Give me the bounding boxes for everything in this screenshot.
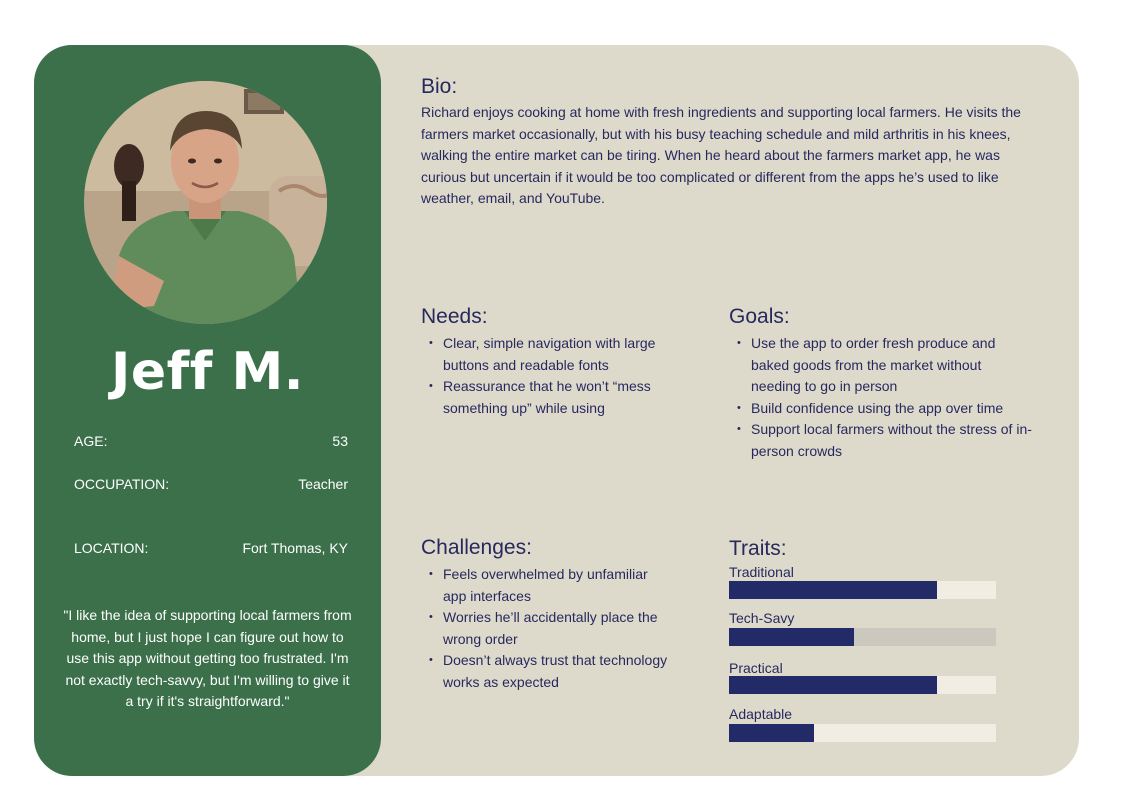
trait-bar-practical [729, 676, 996, 694]
info-row-age [74, 433, 348, 449]
info-row-occupation [74, 476, 348, 492]
persona-quote: "I like the idea of supporting local farmers from home, but I just hope I can figure out how to use this app without getting too frustrated. I'm not exactly tech-savvy, but I'm willing to give it a try if it's straightforward." [63, 607, 352, 709]
list-item: • Clear, simple navigation with large buttons and readable fonts [422, 333, 692, 376]
trait-label-traditional: Traditional [729, 564, 794, 580]
trait-fill [729, 581, 937, 599]
trait-bar-tech-savy [729, 628, 996, 646]
list-item: • Use the app to order fresh produce and baked goods from the market without needing to go in person [730, 333, 1035, 398]
info-row-location [74, 540, 348, 556]
location-label: LOCATION: [74, 540, 149, 556]
trait-fill [729, 676, 937, 694]
bio-title: Bio: [421, 75, 458, 98]
trait-bar-traditional [729, 581, 996, 599]
list-item: • Worries he’ll accidentally place the wrong order [422, 607, 672, 650]
trait-label-practical: Practical [729, 660, 783, 676]
age-label: AGE: [74, 433, 108, 449]
list-item: • Support local farmers without the stress of in-person crowds [730, 419, 1035, 462]
needs-title: Needs: [421, 305, 488, 328]
traits-title: Traits: [729, 537, 787, 560]
age-value: 53 [332, 433, 348, 449]
trait-label-adaptable: Adaptable [729, 706, 793, 722]
challenges-title: Challenges: [421, 536, 532, 559]
persona-name: Jeff M. [111, 342, 304, 402]
trait-fill [729, 724, 814, 742]
trait-bar-adaptable [729, 724, 996, 742]
persona-photo [84, 81, 327, 324]
occupation-label: OCCUPATION: [74, 476, 170, 492]
challenges-list [422, 564, 672, 693]
occupation-value: Teacher [298, 476, 348, 492]
persona-sidebar [34, 45, 381, 776]
goals-list [730, 333, 1035, 462]
goals-title: Goals: [729, 305, 790, 328]
list-item: • Reassurance that he won’t “mess something up” while using [422, 376, 692, 419]
location-value: Fort Thomas, KY [242, 540, 348, 556]
trait-fill [729, 628, 854, 646]
list-item: • Doesn’t always trust that technology works as expected [422, 650, 672, 693]
list-item: • Build confidence using the app over time [730, 398, 1035, 420]
bio-text: Richard enjoys cooking at home with fresh ingredients and supporting local farmers. He visits the farmers market occasionally, but with his busy teaching schedule and mild arthritis in his knees, walking the entire market can be tiring. When he heard about the farmers market app, he was curious but uncertain if it would be too complicated or different from the apps he’s used to like weather, email, and YouTube. [421, 104, 1021, 206]
list-item: • Feels overwhelmed by unfamiliar app interfaces [422, 564, 672, 607]
needs-list [422, 333, 692, 419]
trait-label-tech-savy: Tech-Savy [729, 610, 795, 626]
